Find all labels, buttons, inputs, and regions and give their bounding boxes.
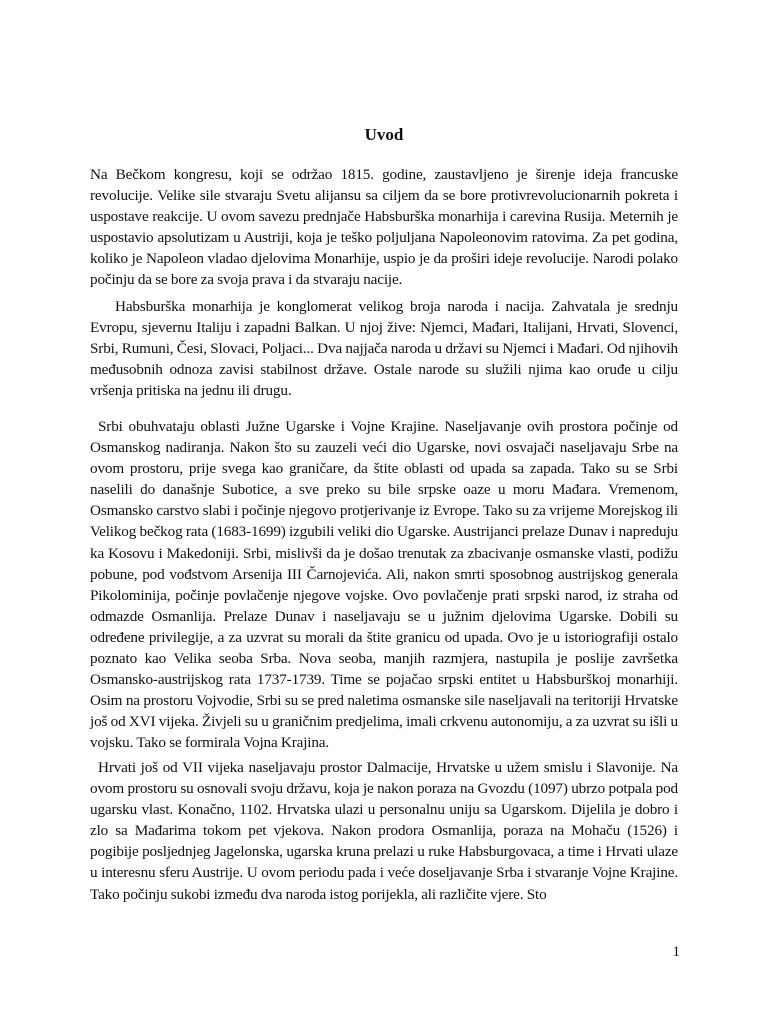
paragraph-habsburg-monarchy: Habsburška monarhija je konglomerat velikog broja naroda i nacija. Zahvatala je srednju Evropu, sjevernu Italiju i zapadni Balkan. U njoj žive: Njemci, Mađari, Italijani, Hrvati, Slovenci, Srbi, Rumuni, Česi, Slovaci, Poljaci... Dva najjača naroda u državi su Njemci i Mađari. Od njihovih međusobnih odnoza zavisi stabilnost države. Ostale narode su služili njima kao oruđe u cilju vršenja pritiska na jednu ili drugu. — [90, 298, 678, 400]
paragraph-croats: Hrvati još od VII vijeka naseljavaju prostor Dalmacije, Hrvatske u užem smislu i Slavonije. Na ovom prostoru su osnovali svoju državu, koja je nakon poraza na Gvozdu (1097) ubrzo potpala pod ugarsku vlast. Konačno, 1102. Hrvatska ulazi u personalnu uniju sa Ugarskom. Dijelila je dobro i zlo sa Mađarima tokom pet vjekova. Nakon prodora Osmanlija, poraza na Mohaču (1526) i pogibije posljednjeg Jagelonska, ugarska kruna prelazi u ruke Habsburgovaca, a time i Hrvati ulaze u interesnu sferu Austrije. U ovom periodu pada i veće doseljavanje Srba i stvaranje Vojne Krajine. Tako počinju sukobi između dva naroda istog porijekla, ali različite vjere. Sto — [90, 759, 678, 903]
paragraph-serbs: Srbi obuhvataju oblasti Južne Ugarske i Vojne Krajine. Naseljavanje ovih prostora počinje od Osmanskog nadiranja. Nakon što su zauzeli veći dio Ugarske, novi osvajači naseljavaju Srbe na ovom prostoru, prije svega kao graničare, da štite oblasti od upada sa zapada. Tako su se Srbi naselili do današnje Subotice, a sve preko su bile srpske oaze u moru Mađara. Vremenom, Osmansko carstvo slabi i počinje njegovo protjerivanje iz Evrope. Tako su za vrijeme Morejskog ili Velikog bečkog rata (1683-1699) izgubili veliki dio Ugarske. Austrijanci prelaze Dunav i napreduju ka Kosovu i Makedoniji. Srbi, mislivši da je došao trenutak za zbacivanje osmanske vlasti, podižu pobune, pod vođstvom Arsenija III Čarnojevića. Ali, nakon smrti sposobnog austrijskog generala Pikolominija, počinje povlačenje njegove vojske. Ovo povlačenje prati srpski narod, iz straha od odmazde Osmanlija. Prelaze Dunav i naseljavaju se u južnim djelovima Ugarske. Dobili su određene privilegije, a za uzvrat su morali da štite granicu od upada. Ovo je u istoriografiji ostalo poznato kao Velika seoba Srba. Nova seoba, manjih razmjera, nastupila je poslije završetka Osmansko-austrijskog rata 1737-1739. Time se pojačao srpski entitet u Habsburškoj monarhiji. Osim na prostoru Vojvodie, Srbi su se pred naletima osmanske sile naseljavali na teritoriji Hrvatske još od XVI vijeka. Živjeli su u graničnim predjelima, imali crkvenu autonomiju, a za uzvrat su išli u vojsku. Tako se formirala Vojna Krajina. — [90, 418, 678, 752]
document-title: Uvod — [364, 125, 404, 144]
page-number: 1 — [672, 944, 680, 960]
paragraph-congress-of-vienna: Na Bečkom kongresu, koji se održao 1815. godine, zaustavljeno je širenje ideja francuske revolucije. Velike sile stvaraju Svetu alijansu sa ciljem da se bore protivrevolucionarnih pokreta i uspostave reakcije. U ovom savezu prednjače Habsburška monarhija i carevina Rusija. Meternih je uspostavio apsolutizam u Austriji, koja je teško poljuljana Napoleonovim ratovima. Za pet godina, koliko je Napoleon vladao djelovima Monarhije, uspio je da proširi ideje revolucije. Narodi polako počinju da se bore za svoja prava i da stvaraju nacije. — [90, 166, 678, 289]
